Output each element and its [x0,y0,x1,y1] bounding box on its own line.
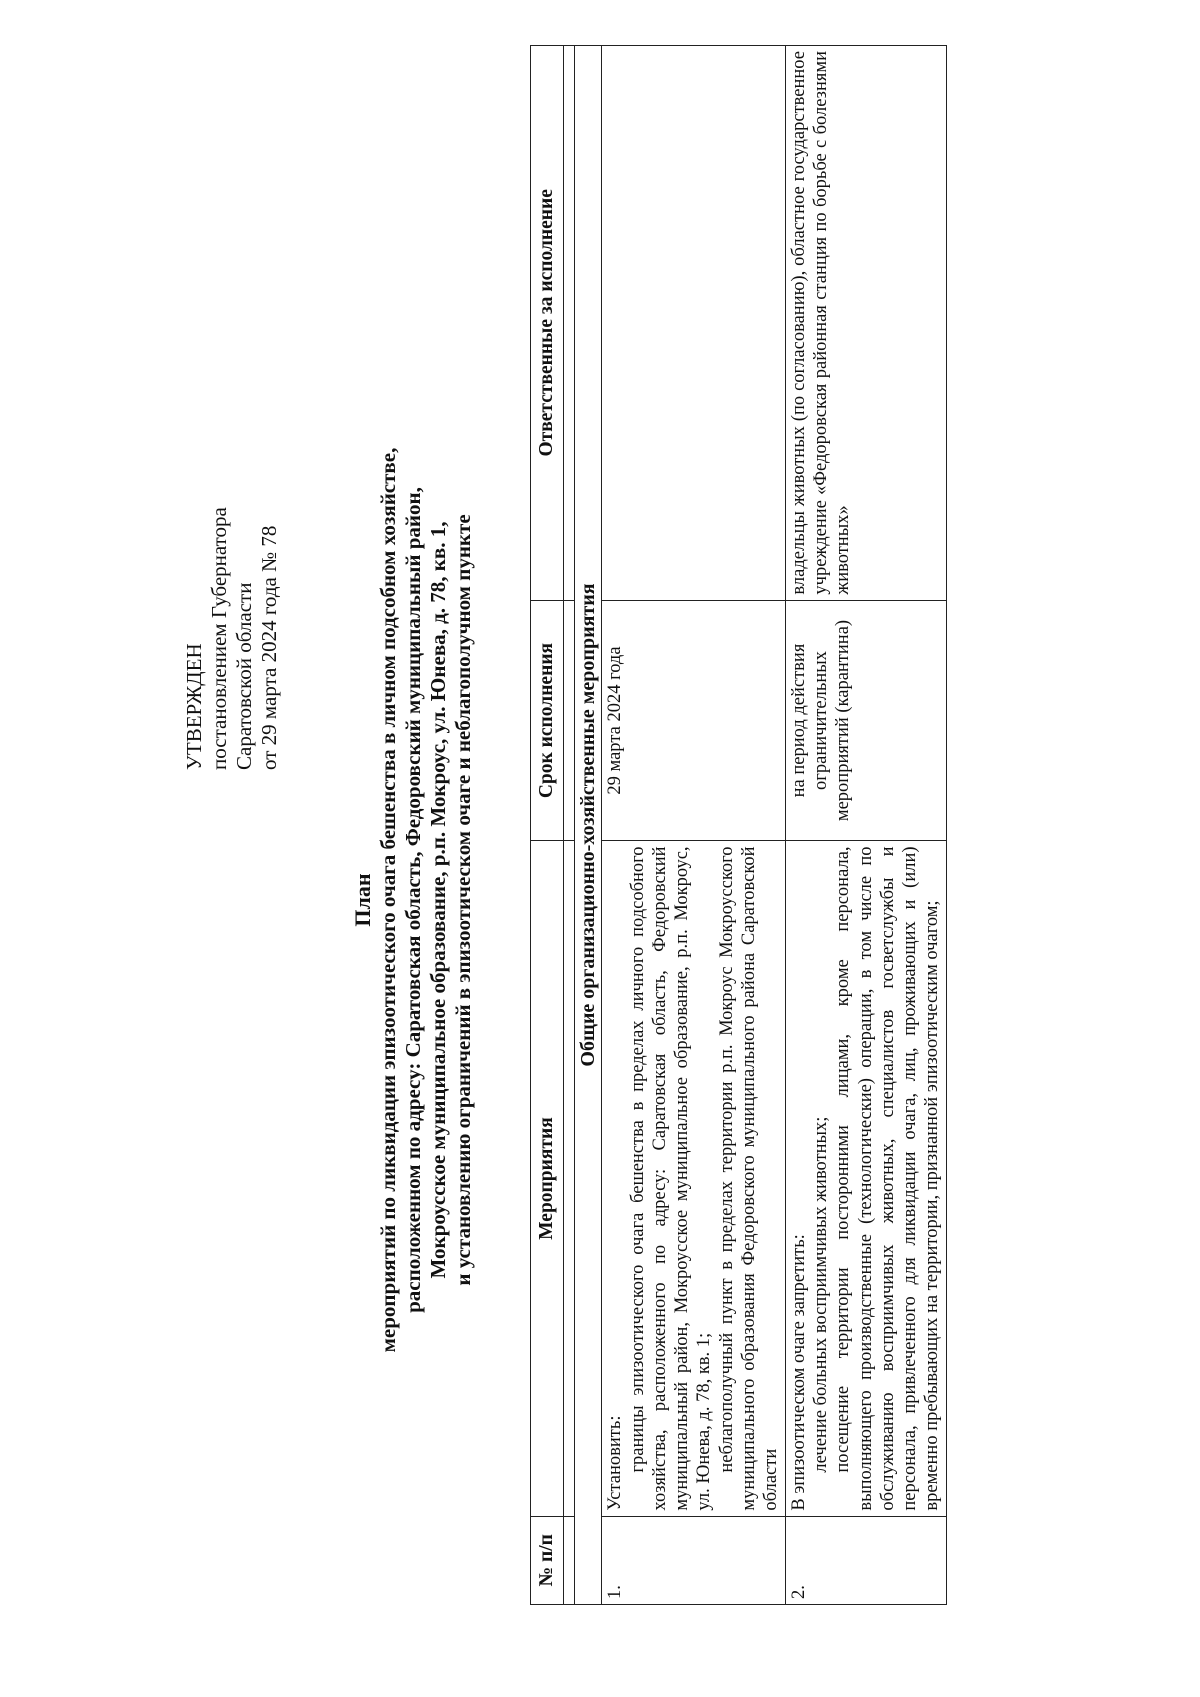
document-title [350,430,476,1370]
row-term: на период действия ограничительных мероприятий (карантина) [785,600,946,841]
header-term: Срок исполнения [531,600,564,841]
table-row [602,46,785,1605]
row-num: 2. [785,1516,946,1604]
row-activity [602,841,785,1516]
approval-title: УТВЕРЖДЕН [182,643,206,770]
table-spacer-row [564,46,575,1605]
section-title: Общие организационно-хозяйственные мероприятия [575,46,602,1605]
title-line-1: мероприятий по ликвидации эпизоотического очага бешенства в личном подсобном хозяйстве, [376,447,400,1353]
table-row [785,46,946,1605]
approval-stamp [182,507,282,770]
approval-decree: постановлением Губернатора [207,507,231,770]
row-num: 1. [602,1516,785,1604]
row-responsible [785,46,946,601]
header-responsible: Ответственные за исполнение [531,46,564,601]
section-row [575,46,602,1605]
approval-region: Саратовской области [232,582,256,770]
activity-intro: Установить: [605,1415,626,1511]
title-line-3: Мокроусское муниципальное образование, р.п. Мокроус, ул. Юнева, д. 78, кв. 1, [426,521,450,1279]
row-responsible [602,46,785,601]
table-header-row [531,46,564,1605]
header-num: № п/п [531,1516,564,1604]
activity-paragraph: посещение территории посторонними лицами, кроме персонала, выполняющего производственные (технологические) операции, в том числе по обслуживанию восприимчивых животных, специалистов госветслужбы и персонала, привлеченного для ликвидации очага, лиц, проживающих и (или) временно пребывающих на территории, признанной эпизоотическим очагом; [833,846,943,1511]
header-activity: Мероприятия [531,841,564,1516]
measures-table [530,45,947,1605]
row-activity [785,841,946,1516]
activity-paragraph: неблагополучный пункт в пределах территории р.п. Мокроус Мокроусского муниципального образования Федоровского муниципального района Саратовской области [716,846,782,1511]
title-line-4: и установлению ограничений в эпизоотическом очаге и неблагополучном пункте [451,514,475,1286]
activity-paragraph: границы эпизоотического очага бешенства в пределах личного подсобного хозяйства, расположенного по адресу: Саратовская область, Федоровский муниципальный район, Мокроусское муниципальное образование, р.п. Мокроус, ул. Юнева, д. 78, кв. 1; [627,846,715,1511]
approval-date: от 29 марта 2024 года № 78 [257,525,281,770]
activity-intro: В эпизоотическом очаге запретить: [788,1234,809,1511]
activity-paragraph: лечение больных восприимчивых животных; [810,1116,831,1473]
title-plan-word: План [350,873,375,927]
row-term: 29 марта 2024 года [602,600,785,841]
document-page [40,51,1075,1640]
title-line-2: расположенном по адресу: Саратовская область, Федоровский муниципальный район, [401,487,425,1313]
responsible-text: владельцы животных (по согласованию), областное государственное учреждение «Федоровская районная станция по борьбе с болезнями животных» [788,51,854,595]
